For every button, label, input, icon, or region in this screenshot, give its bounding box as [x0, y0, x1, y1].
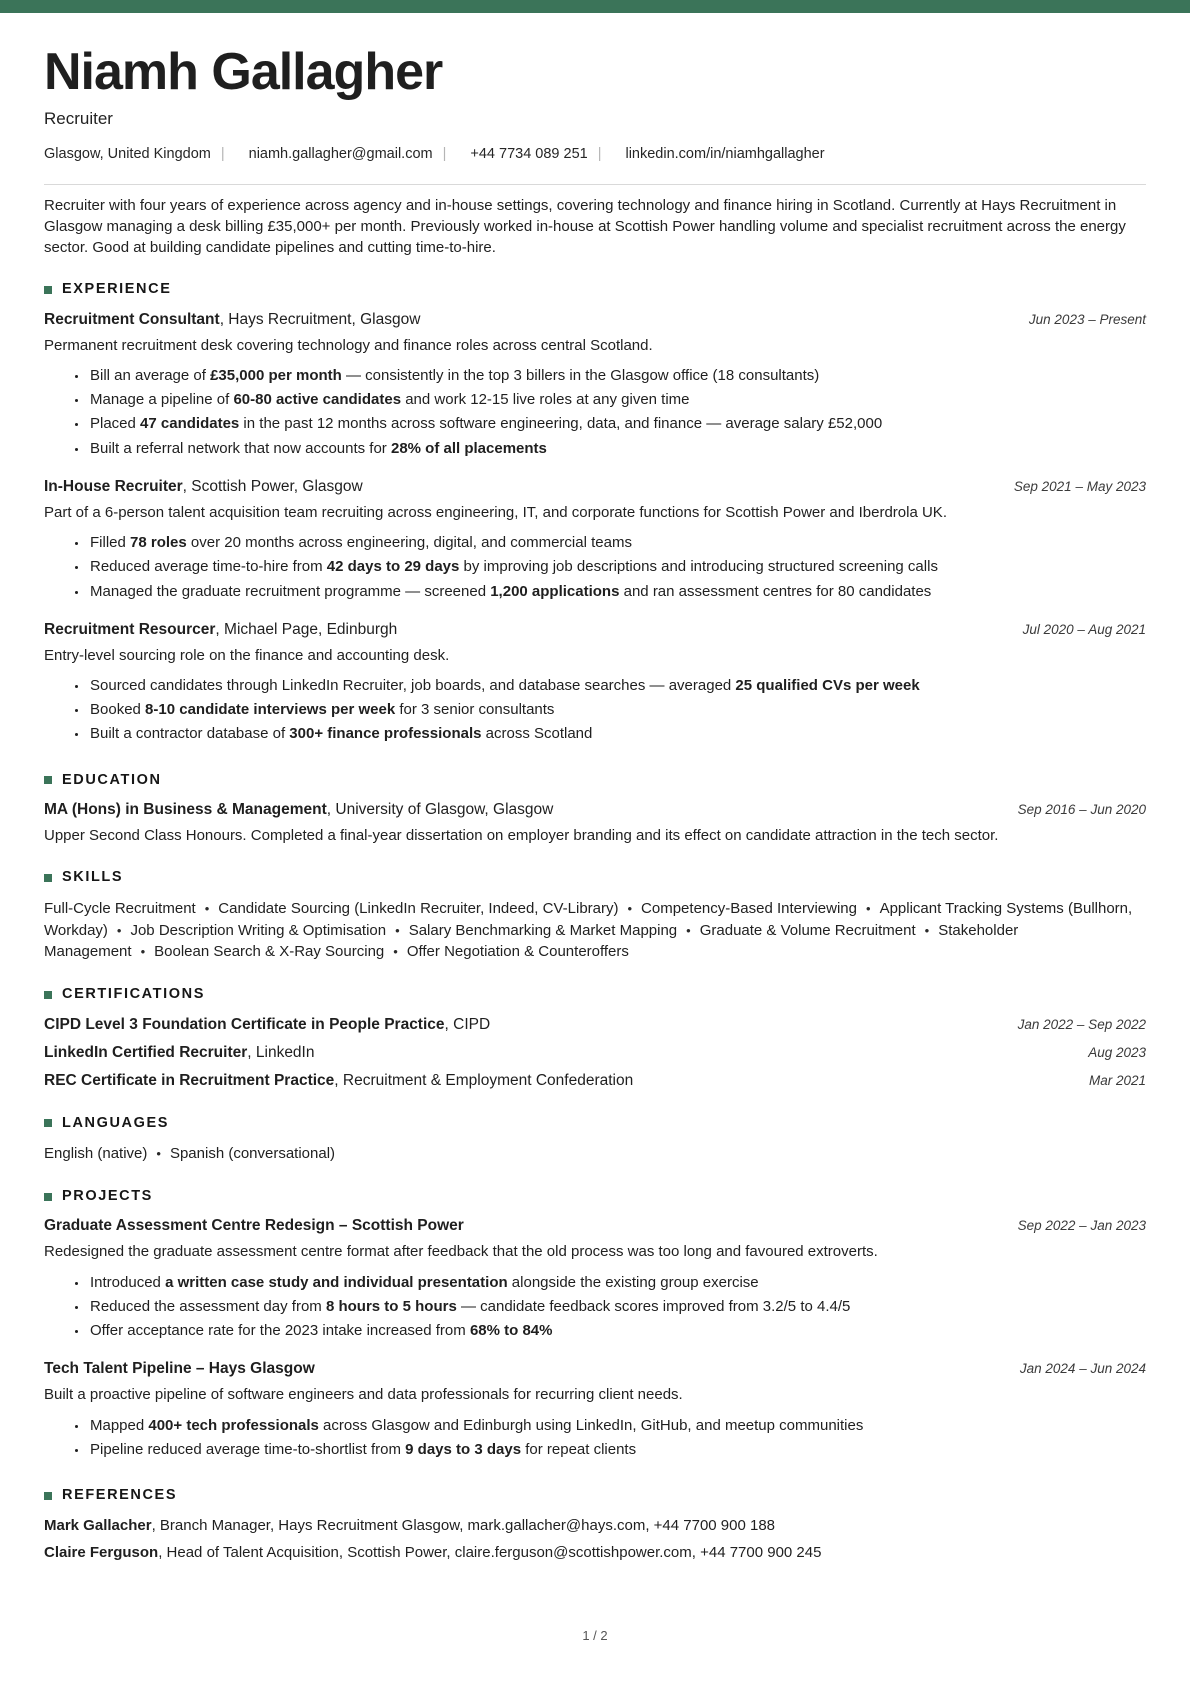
- text: Reduced average time-to-hire from: [90, 558, 327, 576]
- text: for 3 senior consultants: [395, 701, 555, 719]
- job-description: Entry-level sourcing role on the finance and accounting desk.: [44, 646, 450, 664]
- dot-separator: •: [156, 1146, 161, 1162]
- certification-title: [44, 1071, 633, 1092]
- text: Managed the graduate recruitment programme — screened: [90, 582, 491, 600]
- bullet-item: [88, 557, 1146, 577]
- job-dates: Jun 2023 – Present: [1028, 311, 1146, 327]
- bold-text: 25 qualified CVs per week: [735, 676, 920, 694]
- contact-separator: |: [442, 145, 447, 162]
- job-description: Part of a 6-person talent acquisition team recruiting across engineering, IT, and corporate functions for Scottish Power and Iberdrola UK.: [44, 503, 947, 521]
- bullet-item: [88, 414, 1146, 434]
- bold-text: 47 candidates: [140, 415, 240, 433]
- skill-item: Salary Benchmarking & Market Mapping: [408, 921, 678, 939]
- certification-title-suffix: , CIPD: [444, 1015, 491, 1033]
- job-entry: [44, 477, 1146, 602]
- bold-text: 28% of all placements: [390, 439, 547, 457]
- text: , Branch Manager, Hays Recruitment Glasgow, mark.gallacher@hays.com, +44 7700 900 188: [151, 1516, 776, 1534]
- section-experience: [44, 280, 1146, 749]
- bold-text: 78 roles: [130, 534, 187, 551]
- skill-item: Full-Cycle Recruitment: [44, 899, 196, 917]
- education-entry: [44, 800, 1146, 846]
- certification-header: [44, 1015, 1146, 1036]
- section-heading-label: PROJECTS: [62, 1187, 153, 1204]
- text: and ran assessment centres for 80 candidates: [619, 582, 932, 600]
- skill-item: Stakeholder Management: [44, 921, 1019, 961]
- bold-text: 1,200 applications: [490, 582, 620, 600]
- contact-item: +44 7734 089 251: [470, 145, 588, 162]
- certification-dates: Jan 2022 – Sep 2022: [1017, 1016, 1146, 1032]
- skills-list: [44, 898, 1146, 963]
- text: Manage a pipeline of: [90, 391, 234, 409]
- section-heading: [44, 771, 1146, 791]
- job-bullets: [44, 366, 1146, 459]
- resume-header: [44, 45, 1146, 164]
- bullet-item: [88, 390, 1146, 410]
- section-heading: [44, 1114, 1146, 1134]
- section-certifications: [44, 985, 1146, 1091]
- dot-separator: •: [924, 922, 930, 938]
- contact-row: [44, 145, 1146, 165]
- project-title-bold: Tech Talent Pipeline – Hays Glasgow: [44, 1360, 315, 1378]
- bold-text: 8-10 candidate interviews per week: [145, 701, 396, 719]
- contact-item: Glasgow, United Kingdom: [44, 145, 211, 162]
- section-heading-label: SKILLS: [62, 869, 124, 886]
- job-header: [44, 620, 1146, 641]
- bullet-item: [88, 724, 1146, 744]
- bullet-item: [88, 582, 1146, 602]
- bullet-item: [88, 439, 1146, 459]
- skill-item: Graduate & Volume Recruitment: [699, 921, 916, 939]
- header-divider: [44, 184, 1146, 185]
- section-education: [44, 771, 1146, 847]
- text: alongside the existing group exercise: [507, 1273, 759, 1291]
- skill-item: Applicant Tracking Systems (Bullhorn, Workday): [44, 899, 1133, 939]
- section-marker-icon: [44, 776, 52, 784]
- bold-text: 9 days to 3 days: [405, 1440, 522, 1458]
- job-title-bold: Recruitment Consultant: [44, 310, 220, 328]
- bullet-item: [88, 366, 1146, 386]
- text: Introduced: [90, 1273, 166, 1291]
- bold-text: 300+ finance professionals: [289, 725, 482, 743]
- project-title-bold: Graduate Assessment Centre Redesign – Scottish Power: [44, 1217, 464, 1235]
- bullet-item: [88, 1297, 1146, 1317]
- section-heading-label: EDUCATION: [62, 771, 162, 788]
- section-heading-label: REFERENCES: [62, 1487, 178, 1504]
- job-title-bold: Recruitment Resourcer: [44, 620, 216, 638]
- text: by improving job descriptions and introducing structured screening calls: [459, 558, 938, 576]
- bullet-item: [88, 1273, 1146, 1293]
- section-references: [44, 1486, 1146, 1563]
- job-title-suffix: , Michael Page, Edinburgh: [215, 620, 398, 638]
- text: Bill an average of: [90, 366, 211, 384]
- text: Built a contractor database of: [90, 725, 290, 743]
- education-entries: [44, 800, 1146, 846]
- section-heading: [44, 868, 1146, 888]
- section-marker-icon: [44, 286, 52, 294]
- text: in the past 12 months across software engineering, data, and finance — average salary £52,000: [239, 415, 883, 433]
- project-header: [44, 1359, 1146, 1380]
- education-title-suffix: , University of Glasgow, Glasgow: [326, 801, 554, 819]
- contact-item: linkedin.com/in/niamhgallagher: [625, 145, 825, 162]
- text: and work 12-15 live roles at any given time: [401, 391, 690, 409]
- contact-separator: |: [597, 145, 602, 162]
- job-entry: [44, 620, 1146, 745]
- text: across Glasgow and Edinburgh using LinkedIn, GitHub, and meetup communities: [318, 1416, 864, 1434]
- person-name: Niamh Gallagher: [44, 43, 443, 101]
- bold-text: £35,000 per month: [210, 366, 342, 384]
- job-dates: Sep 2021 – May 2023: [1013, 478, 1146, 494]
- job-title: [44, 477, 363, 498]
- section-marker-icon: [44, 874, 52, 882]
- text: Placed: [90, 415, 141, 433]
- reference-entries: [44, 1516, 1146, 1564]
- text: — consistently in the top 3 billers in the Glasgow office (18 consultants): [341, 366, 820, 384]
- experience-entries: [44, 310, 1146, 745]
- job-header: [44, 310, 1146, 331]
- languages-list: [44, 1143, 1146, 1165]
- bullet-item: [88, 676, 1146, 696]
- text: Offer acceptance rate for the 2023 intake increased from: [90, 1322, 470, 1340]
- dot-separator: •: [204, 900, 210, 916]
- section-heading: [44, 985, 1146, 1005]
- project-description: Built a proactive pipeline of software engineers and data professionals for recurring client needs.: [44, 1386, 683, 1404]
- dot-separator: •: [395, 922, 400, 938]
- text: over 20 months across engineering, digital, and commercial teams: [186, 534, 632, 551]
- education-title-bold: MA (Hons) in Business & Management: [44, 801, 327, 819]
- text: Mapped: [90, 1416, 149, 1434]
- bold-text: Mark Gallacher: [44, 1516, 152, 1534]
- job-title-bold: In-House Recruiter: [44, 477, 183, 495]
- section-marker-icon: [44, 991, 52, 999]
- bold-text: 60-80 active candidates: [233, 391, 402, 409]
- text: Built a referral network that now accounts for: [90, 439, 391, 457]
- education-description: Upper Second Class Honours. Completed a final-year dissertation on employer branding and its effect on candidate attraction in the tech sector.: [44, 827, 999, 845]
- bullet-item: [88, 1416, 1146, 1436]
- section-marker-icon: [44, 1119, 52, 1127]
- section-skills: [44, 868, 1146, 963]
- skill-item: Competency-Based Interviewing: [641, 899, 857, 917]
- project-entry: [44, 1216, 1146, 1341]
- text: , Head of Talent Acquisition, Scottish Power, claire.ferguson@scottishpower.com, +44 7700 900 245: [158, 1543, 822, 1561]
- certification-title-bold: REC Certificate in Recruitment Practice: [44, 1071, 335, 1089]
- skill-item: Boolean Search & X-Ray Sourcing: [154, 943, 385, 961]
- text: Sourced candidates through LinkedIn Recruiter, job boards, and database searches — averaged: [90, 676, 736, 694]
- bullet-item: [88, 700, 1146, 720]
- certification-header: [44, 1043, 1146, 1064]
- text: — candidate feedback scores improved from 3.2/5 to 4.4/5: [456, 1297, 851, 1315]
- section-marker-icon: [44, 1492, 52, 1500]
- section-heading-label: LANGUAGES: [62, 1114, 170, 1131]
- certification-entry: [44, 1071, 1146, 1092]
- project-bullets: [44, 1416, 1146, 1461]
- job-title-suffix: , Scottish Power, Glasgow: [182, 477, 363, 495]
- certification-title-suffix: , Recruitment & Employment Confederation: [334, 1071, 634, 1089]
- certification-dates: Aug 2023: [1088, 1044, 1146, 1060]
- education-header: [44, 800, 1146, 821]
- education-dates: Sep 2016 – Jun 2020: [1017, 802, 1146, 818]
- skill-item: Candidate Sourcing (LinkedIn Recruiter, Indeed, CV-Library): [218, 899, 619, 917]
- text: Pipeline reduced average time-to-shortlist from: [90, 1440, 406, 1458]
- project-title: [44, 1216, 464, 1237]
- contact-item: niamh.gallagher@gmail.com: [248, 145, 433, 162]
- dot-separator: •: [627, 900, 633, 916]
- language-item: English (native): [44, 1145, 148, 1163]
- bullet-item: [88, 533, 1146, 553]
- top-accent-bar: [0, 0, 1190, 13]
- project-title: [44, 1359, 315, 1380]
- text: Reduced the assessment day from: [90, 1297, 326, 1315]
- text: across Scotland: [481, 725, 593, 743]
- text: Filled: [90, 534, 131, 551]
- project-bullets: [44, 1273, 1146, 1342]
- job-header: [44, 477, 1146, 498]
- dot-separator: •: [393, 944, 398, 960]
- section-marker-icon: [44, 1193, 52, 1201]
- project-dates: Jan 2024 – Jun 2024: [1019, 1361, 1146, 1377]
- bold-text: a written case study and individual presentation: [165, 1273, 508, 1291]
- certification-title-bold: LinkedIn Certified Recruiter: [44, 1043, 248, 1061]
- certification-title: [44, 1043, 314, 1064]
- certification-title-suffix: , LinkedIn: [247, 1043, 315, 1061]
- resume-page: [0, 13, 1190, 1683]
- summary-paragraph: Recruiter with four years of experience across agency and in-house settings, covering technology and finance hiring in Scotland. Currently at Hays Recruitment in Glasgow managing a desk billing £35,000+ per month. Previously worked in-house at Scottish Power handling volume and specialist recruitment across the energy sector. Good at building candidate pipelines and cutting time-to-hire.: [44, 197, 1126, 257]
- certification-entry: [44, 1015, 1146, 1036]
- certification-entry: [44, 1043, 1146, 1064]
- person-job-title: Recruiter: [44, 108, 113, 128]
- certification-entries: [44, 1015, 1146, 1092]
- job-entry: [44, 310, 1146, 459]
- contact-separator: |: [220, 145, 225, 162]
- bold-text: 8 hours to 5 hours: [325, 1297, 457, 1315]
- section-heading: [44, 1187, 1146, 1207]
- section-heading-label: EXPERIENCE: [62, 281, 172, 298]
- dot-separator: •: [686, 922, 691, 938]
- job-bullets: [44, 676, 1146, 745]
- certification-dates: Mar 2021: [1088, 1072, 1146, 1088]
- dot-separator: •: [866, 900, 871, 916]
- bold-text: 42 days to 29 days: [326, 558, 460, 576]
- bold-text: 400+ tech professionals: [148, 1416, 319, 1434]
- job-bullets: [44, 533, 1146, 602]
- section-projects: [44, 1187, 1146, 1464]
- page-number: 1 / 2: [582, 1628, 608, 1644]
- dot-separator: •: [140, 944, 146, 960]
- job-title: [44, 310, 420, 331]
- job-dates: Jul 2020 – Aug 2021: [1022, 621, 1146, 637]
- section-heading: [44, 1486, 1146, 1506]
- job-description: Permanent recruitment desk covering technology and finance roles across central Scotland.: [44, 336, 653, 354]
- text: for repeat clients: [521, 1440, 637, 1458]
- bullet-item: [88, 1321, 1146, 1341]
- section-heading: [44, 280, 1146, 300]
- project-header: [44, 1216, 1146, 1237]
- project-description: Redesigned the graduate assessment centre format after feedback that the old process was too long and favoured extroverts.: [44, 1243, 878, 1261]
- reference-line: [44, 1516, 1146, 1536]
- bold-text: 68% to 84%: [469, 1322, 553, 1340]
- project-entries: [44, 1216, 1146, 1460]
- job-title: [44, 620, 397, 641]
- project-dates: Sep 2022 – Jan 2023: [1017, 1218, 1146, 1234]
- language-item: Spanish (conversational): [169, 1145, 336, 1163]
- certification-title-bold: CIPD Level 3 Foundation Certificate in People Practice: [44, 1015, 445, 1033]
- dot-separator: •: [116, 922, 122, 938]
- section-heading-label: CERTIFICATIONS: [62, 986, 205, 1003]
- job-title-suffix: , Hays Recruitment, Glasgow: [219, 310, 421, 328]
- text: Booked: [90, 701, 146, 719]
- reference-line: [44, 1543, 1146, 1563]
- education-title: [44, 800, 553, 821]
- certification-title: [44, 1015, 490, 1036]
- skill-item: Job Description Writing & Optimisation: [130, 921, 387, 939]
- project-entry: [44, 1359, 1146, 1460]
- certification-header: [44, 1071, 1146, 1092]
- skill-item: Offer Negotiation & Counteroffers: [406, 943, 629, 961]
- section-languages: [44, 1114, 1146, 1165]
- bullet-item: [88, 1440, 1146, 1460]
- bold-text: Claire Ferguson: [44, 1543, 159, 1561]
